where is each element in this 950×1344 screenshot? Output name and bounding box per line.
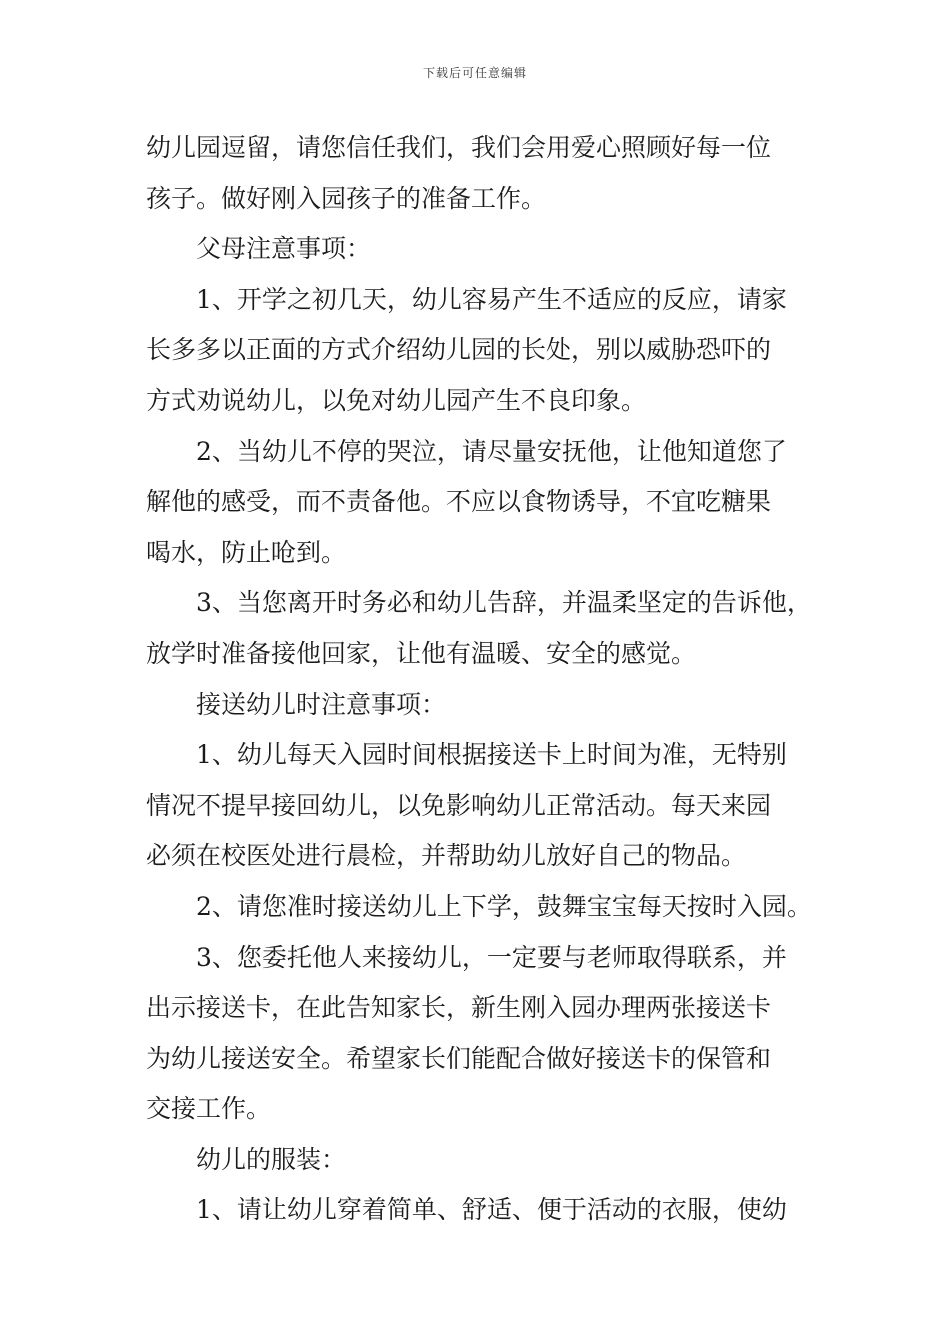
text-line: 交接工作。 [146, 1094, 272, 1124]
text-line: 2、请您准时接送幼儿上下学，鼓舞宝宝每天按时入园。 [196, 891, 812, 921]
text-line: 1、开学之初几天，幼儿容易产生不适应的反应，请家 [196, 284, 787, 314]
text-line: 3、您委托他人来接幼儿，一定要与老师取得联系，并 [196, 942, 787, 972]
text-line: 1、请让幼儿穿着简单、舒适、便于活动的衣服，使幼 [196, 1195, 787, 1225]
text-line: 3、当您离开时务必和幼儿告辞，并温柔坚定的告诉他， [196, 588, 812, 618]
header-note: 下载后可任意编辑 [422, 66, 527, 80]
text-line: 出示接送卡，在此告知家长，新生刚入园办理两张接送卡 [146, 993, 772, 1023]
text-line: 必须在校医处进行晨检，并帮助幼儿放好自己的物品。 [146, 841, 747, 871]
text-line: 放学时准备接他回家，让他有温暖、安全的感觉。 [146, 638, 697, 668]
text-line: 1、幼儿每天入园时间根据接送卡上时间为准，无特别 [196, 740, 787, 770]
text-line: 父母注意事项： [196, 234, 372, 264]
text-line: 幼儿园逗留，请您信任我们，我们会用爱心照顾好每一位 [146, 133, 772, 162]
text-line: 接送幼儿时注意事项： [196, 689, 447, 719]
text-line: 解他的感受，而不责备他。不应以食物诱导，不宜吃糖果 [146, 487, 772, 517]
text-line: 2、当幼儿不停的哭泣，请尽量安抚他，让他知道您了 [196, 436, 787, 466]
text-line: 情况不提早接回幼儿，以免影响幼儿正常活动。每天来园 [146, 790, 772, 820]
text-line: 幼儿的服装： [196, 1144, 347, 1174]
text-line: 为幼儿接送安全。希望家长们能配合做好接送卡的保管和 [146, 1043, 772, 1073]
text-line: 孩子。做好刚入园孩子的准备工作。 [146, 183, 547, 213]
text-line: 长多多以正面的方式介绍幼儿园的长处，别以威胁恐吓的 [146, 335, 772, 365]
document-body [146, 123, 816, 1236]
text-line: 方式劝说幼儿，以免对幼儿园产生不良印象。 [146, 385, 647, 415]
text-line: 喝水，防止呛到。 [146, 537, 347, 567]
